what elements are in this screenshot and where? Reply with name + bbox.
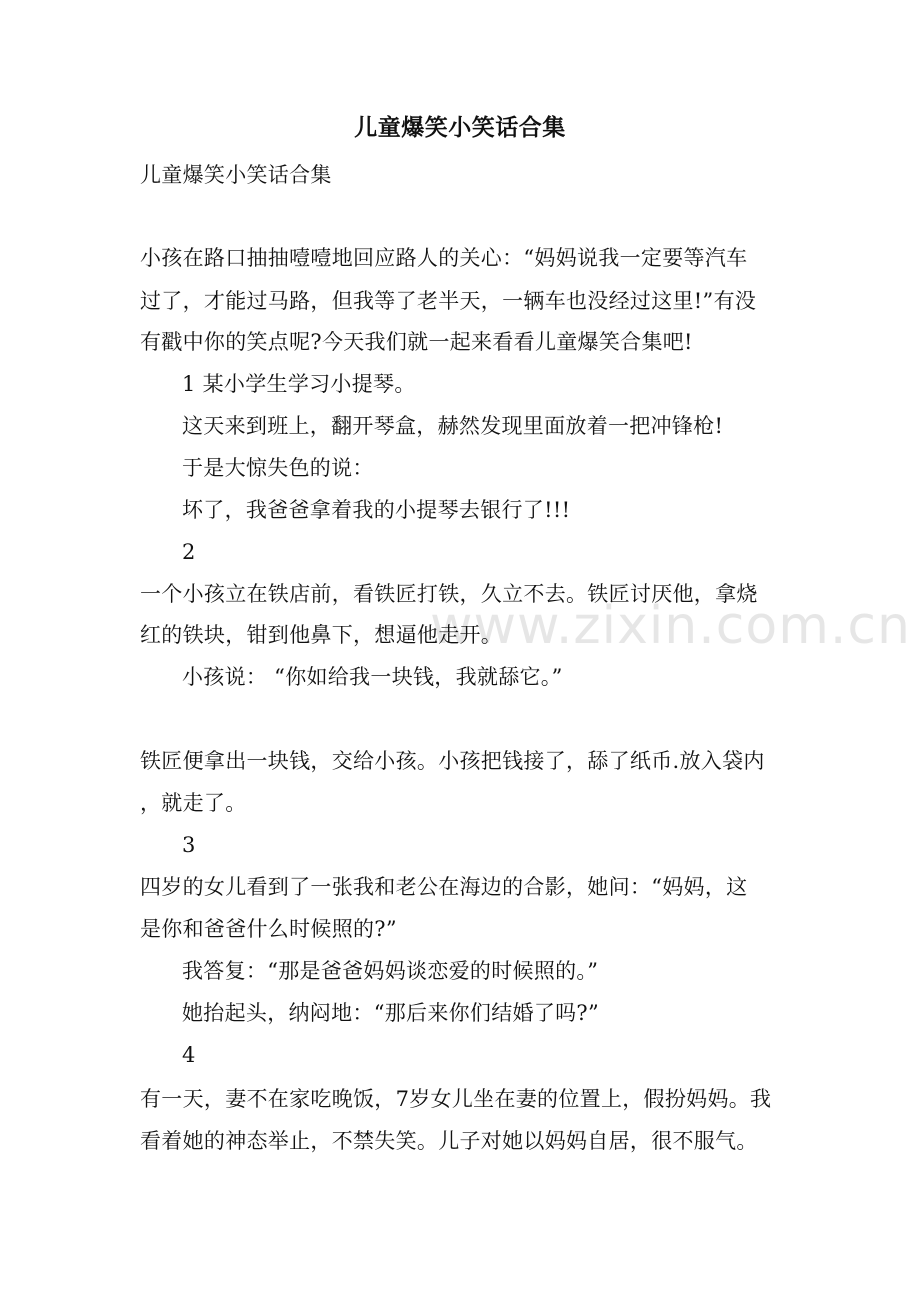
- joke-number-4: 4: [182, 1043, 196, 1067]
- paragraph-line: 有一天，妻不在家吃晚饭，7岁女儿坐在妻的位置上，假扮妈妈。我: [140, 1087, 772, 1111]
- document-subtitle: 儿童爆笑小笑话合集: [140, 163, 332, 187]
- page-title: 儿童爆笑小笑话合集: [354, 114, 566, 141]
- paragraph-line: 小孩说： “你如给我一块钱，我就舔它。”: [182, 665, 563, 689]
- watermark: www.zixin.com.cn: [430, 596, 911, 656]
- paragraph-line: ，就走了。: [140, 791, 247, 815]
- paragraph-line: 是你和爸爸什么时候照的?”: [140, 917, 397, 941]
- paragraph-line: 一个小孩立在铁店前，看铁匠打铁，久立不去。铁匠讨厌他，拿烧: [140, 582, 758, 606]
- paragraph-line: 我答复：“那是爸爸妈妈谈恋爱的时候照的。”: [182, 959, 599, 983]
- joke-number-2: 2: [182, 540, 196, 564]
- joke-number-3: 3: [182, 833, 196, 857]
- paragraph-line: 坏了，我爸爸拿着我的小提琴去银行了!!!: [182, 498, 571, 522]
- paragraph-line: 于是大惊失色的说：: [182, 456, 374, 480]
- paragraph-line: 她抬起头，纳闷地：“那后来你们结婚了吗?”: [182, 1001, 600, 1025]
- joke-heading-1: 1 某小学生学习小提琴。: [182, 372, 416, 396]
- paragraph-line: 过了，才能过马路，但我等了老半天，一辆车也没经过这里!”有没: [140, 289, 757, 313]
- paragraph-line: 有戳中你的笑点呢?今天我们就一起来看看儿童爆笑合集吧!: [140, 330, 693, 354]
- paragraph-line: 小孩在路口抽抽噎噎地回应路人的关心：“妈妈说我一定要等汽车: [140, 246, 748, 270]
- paragraph-line: 铁匠便拿出一块钱，交给小孩。小孩把钱接了，舔了纸币.放入袋内: [140, 749, 765, 773]
- paragraph-line: 四岁的女儿看到了一张我和老公在海边的合影，她问：“妈妈，这: [140, 875, 748, 899]
- paragraph-line: 红的铁块，钳到他鼻下，想逼他走开。: [140, 623, 503, 647]
- paragraph-line: 这天来到班上，翻开琴盒，赫然发现里面放着一把冲锋枪!: [182, 414, 724, 438]
- paragraph-line: 看着她的神态举止，不禁失笑。儿子对她以妈妈自居，很不服气。: [140, 1129, 758, 1153]
